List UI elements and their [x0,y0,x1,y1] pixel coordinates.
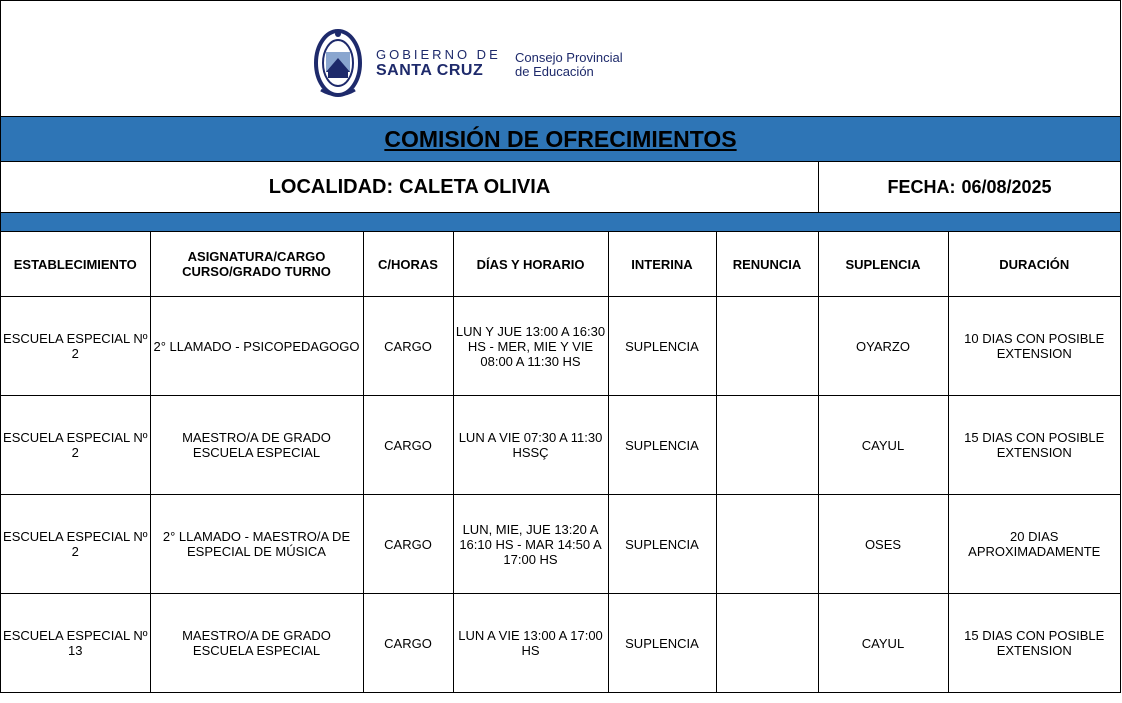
cell-renuncia [716,297,818,396]
gobierno-line-1: GOBIERNO DE [376,47,501,62]
header-suplencia: SUPLENCIA [818,232,948,297]
cell-establecimiento: ESCUELA ESPECIAL Nº 13 [1,594,150,693]
document-title: COMISIÓN DE OFRECIMIENTOS [384,125,737,152]
cell-interina: SUPLENCIA [608,396,716,495]
cell-suplencia: OSES [818,495,948,594]
cell-asignatura: 2° LLAMADO - PSICOPEDAGOGO [150,297,363,396]
cell-interina: SUPLENCIA [608,495,716,594]
cell-duracion: 15 DIAS CON POSIBLE EXTENSION [948,594,1120,693]
cell-horas: CARGO [363,297,453,396]
table-header-row [1,232,1120,297]
cell-dias: LUN, MIE, JUE 13:20 A 16:10 HS - MAR 14:50 A 17:00 HS [453,495,608,594]
cell-duracion: 10 DIAS CON POSIBLE EXTENSION [948,297,1120,396]
table-row [1,495,1120,594]
header-horas: C/HORAS [363,232,453,297]
cell-interina: SUPLENCIA [608,297,716,396]
header-asignatura-line-2: CURSO/GRADO TURNO [182,264,331,279]
localidad-value: CALETA OLIVIA [399,175,551,198]
header-renuncia: RENUNCIA [716,232,818,297]
header-asignatura-line-1: ASIGNATURA/CARGO [187,249,326,264]
header-establecimiento: ESTABLECIMIENTO [1,232,150,297]
document-header [1,0,1120,117]
cell-suplencia: CAYUL [818,594,948,693]
table-row [1,594,1120,693]
cell-horas: CARGO [363,594,453,693]
fecha-label: FECHA: [887,176,956,197]
cell-asignatura: 2° LLAMADO - MAESTRO/A DE ESPECIAL DE MÚSICA [150,495,363,594]
title-band [1,117,1120,162]
gobierno-line-2: SANTA CRUZ [376,62,484,79]
cell-asignatura: MAESTRO/A DE GRADO ESCUELA ESPECIAL [150,396,363,495]
fecha-cell [819,162,1120,212]
separator-band [1,213,1120,232]
header-interina: INTERINA [608,232,716,297]
government-logo [313,28,633,98]
consejo-line-2: de Educación [515,64,594,79]
fecha-value: 06/08/2025 [961,176,1052,197]
localidad-cell [1,162,819,212]
cell-duracion: 20 DIAS APROXIMADAMENTE [948,495,1120,594]
table-row [1,297,1120,396]
location-date-row [1,162,1120,213]
offers-table [1,232,1120,693]
cell-suplencia: OYARZO [818,297,948,396]
consejo-line-1: Consejo Provincial [515,50,623,65]
cell-establecimiento: ESCUELA ESPECIAL Nº 2 [1,495,150,594]
localidad-label: LOCALIDAD: [268,175,394,198]
table-row [1,396,1120,495]
cell-horas: CARGO [363,495,453,594]
cell-renuncia [716,495,818,594]
cell-asignatura: MAESTRO/A DE GRADO ESCUELA ESPECIAL [150,594,363,693]
cell-interina: SUPLENCIA [608,594,716,693]
cell-suplencia: CAYUL [818,396,948,495]
header-asignatura [150,232,363,297]
header-dias: DÍAS Y HORARIO [453,232,608,297]
cell-establecimiento: ESCUELA ESPECIAL Nº 2 [1,297,150,396]
cell-dias: LUN Y JUE 13:00 A 16:30 HS - MER, MIE Y VIE 08:00 A 11:30 HS [453,297,608,396]
cell-dias: LUN A VIE 13:00 A 17:00 HS [453,594,608,693]
santa-cruz-seal-icon [313,28,363,98]
cell-renuncia [716,594,818,693]
cell-establecimiento: ESCUELA ESPECIAL Nº 2 [1,396,150,495]
cell-horas: CARGO [363,396,453,495]
cell-dias: LUN A VIE 07:30 A 11:30 HSSÇ [453,396,608,495]
cell-duracion: 15 DIAS CON POSIBLE EXTENSION [948,396,1120,495]
header-duracion: DURACIÓN [948,232,1120,297]
cell-renuncia [716,396,818,495]
